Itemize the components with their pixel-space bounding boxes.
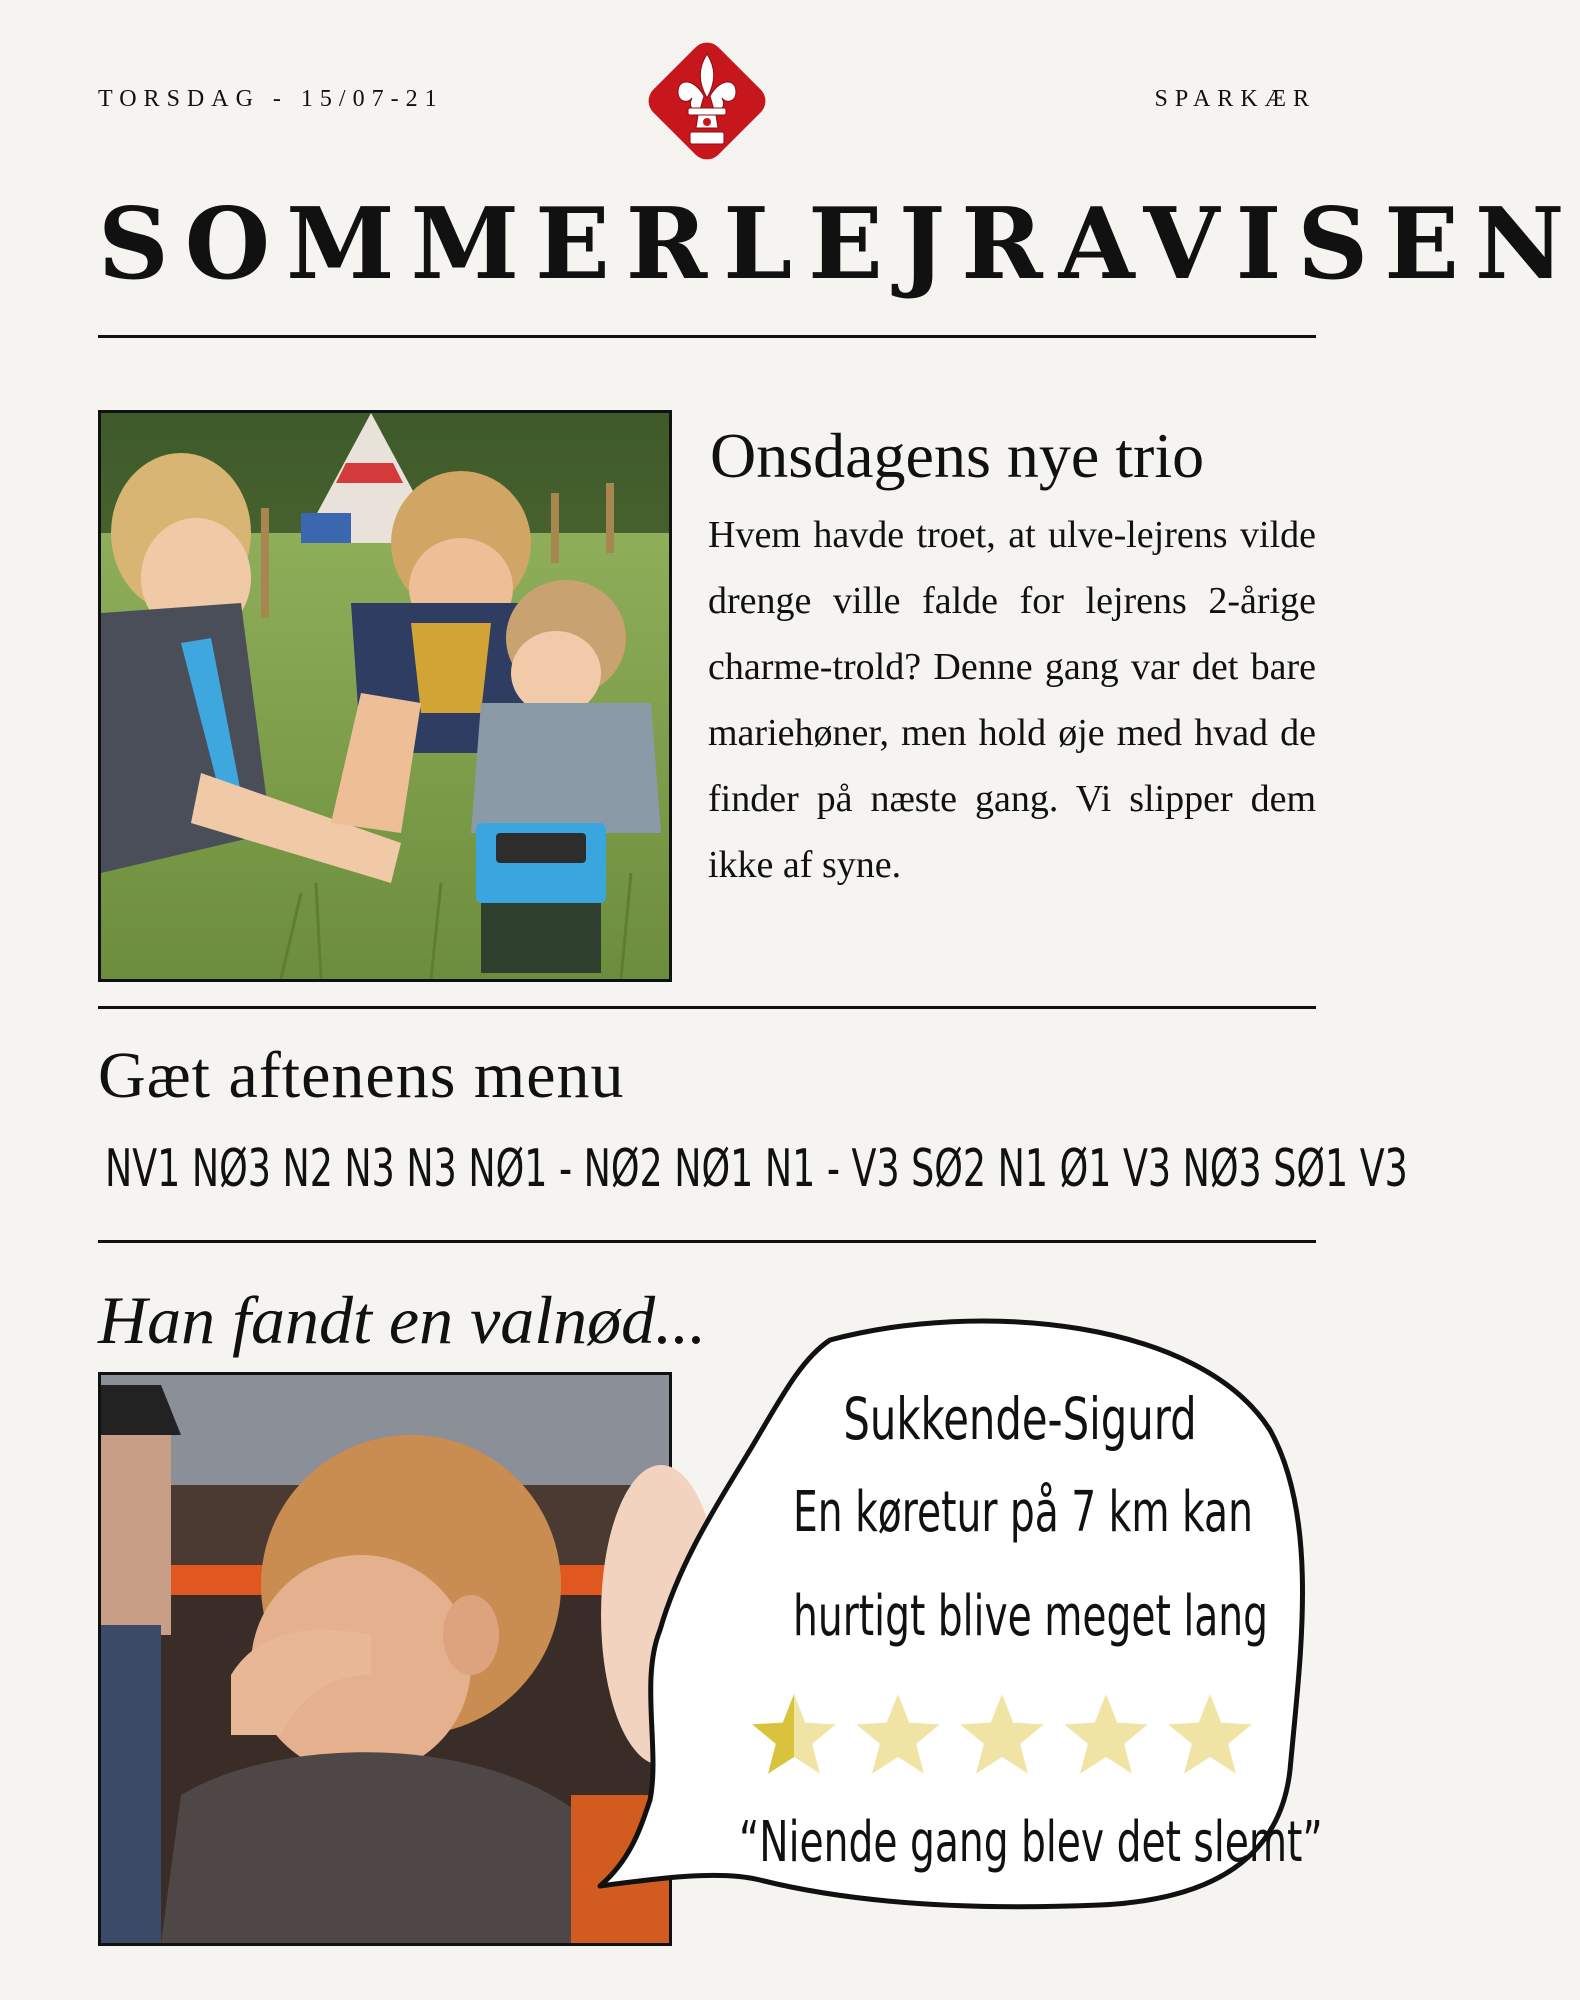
menu-code: NV1 NØ3 N2 N3 N3 NØ1 - NØ2 NØ1 N1 - V3 SØ2 N1 Ø1 V3 NØ3 SØ1 V3 <box>105 1139 1408 1199</box>
divider <box>98 1240 1316 1243</box>
review-line-1: En køretur på 7 km kan <box>793 1480 1253 1545</box>
review-line-2: hurtigt blive meget lang <box>793 1584 1268 1649</box>
article-body: Hvem havde troet, at ulve-lejrens vilde drenge ville falde for lejrens 2-årige charme-trold? Denne gang var det bare mariehøner, men hold øje med hvad de finder på næste gang. Vi slipper dem ikke af syne. <box>708 514 1316 886</box>
reviewer-name: Sukkende-Sigurd <box>843 1385 1197 1453</box>
article-photo <box>98 410 672 982</box>
review-quote: “Niende gang blev det slemt” <box>739 1810 1323 1875</box>
star-icon <box>1064 1694 1148 1774</box>
menu-heading: Gæt aftenens menu <box>98 1039 625 1112</box>
issue-date: TORSDAG - 15/07-21 <box>98 86 444 112</box>
review-heading: Han fandt en valnød... <box>98 1282 707 1358</box>
three-boys-photo <box>101 413 669 979</box>
star-icon <box>856 1694 940 1774</box>
divider <box>98 1006 1316 1009</box>
star-rating <box>748 1692 1278 1782</box>
article-heading: Onsdagens nye trio <box>710 420 1205 491</box>
star-icon <box>1168 1694 1252 1774</box>
newspaper-title: SOMMERLEJRAVISEN <box>98 187 1580 302</box>
issue-place: SPARKÆR <box>1154 86 1316 112</box>
divider <box>98 335 1316 338</box>
scout-logo <box>638 32 776 170</box>
star-icon <box>960 1694 1044 1774</box>
